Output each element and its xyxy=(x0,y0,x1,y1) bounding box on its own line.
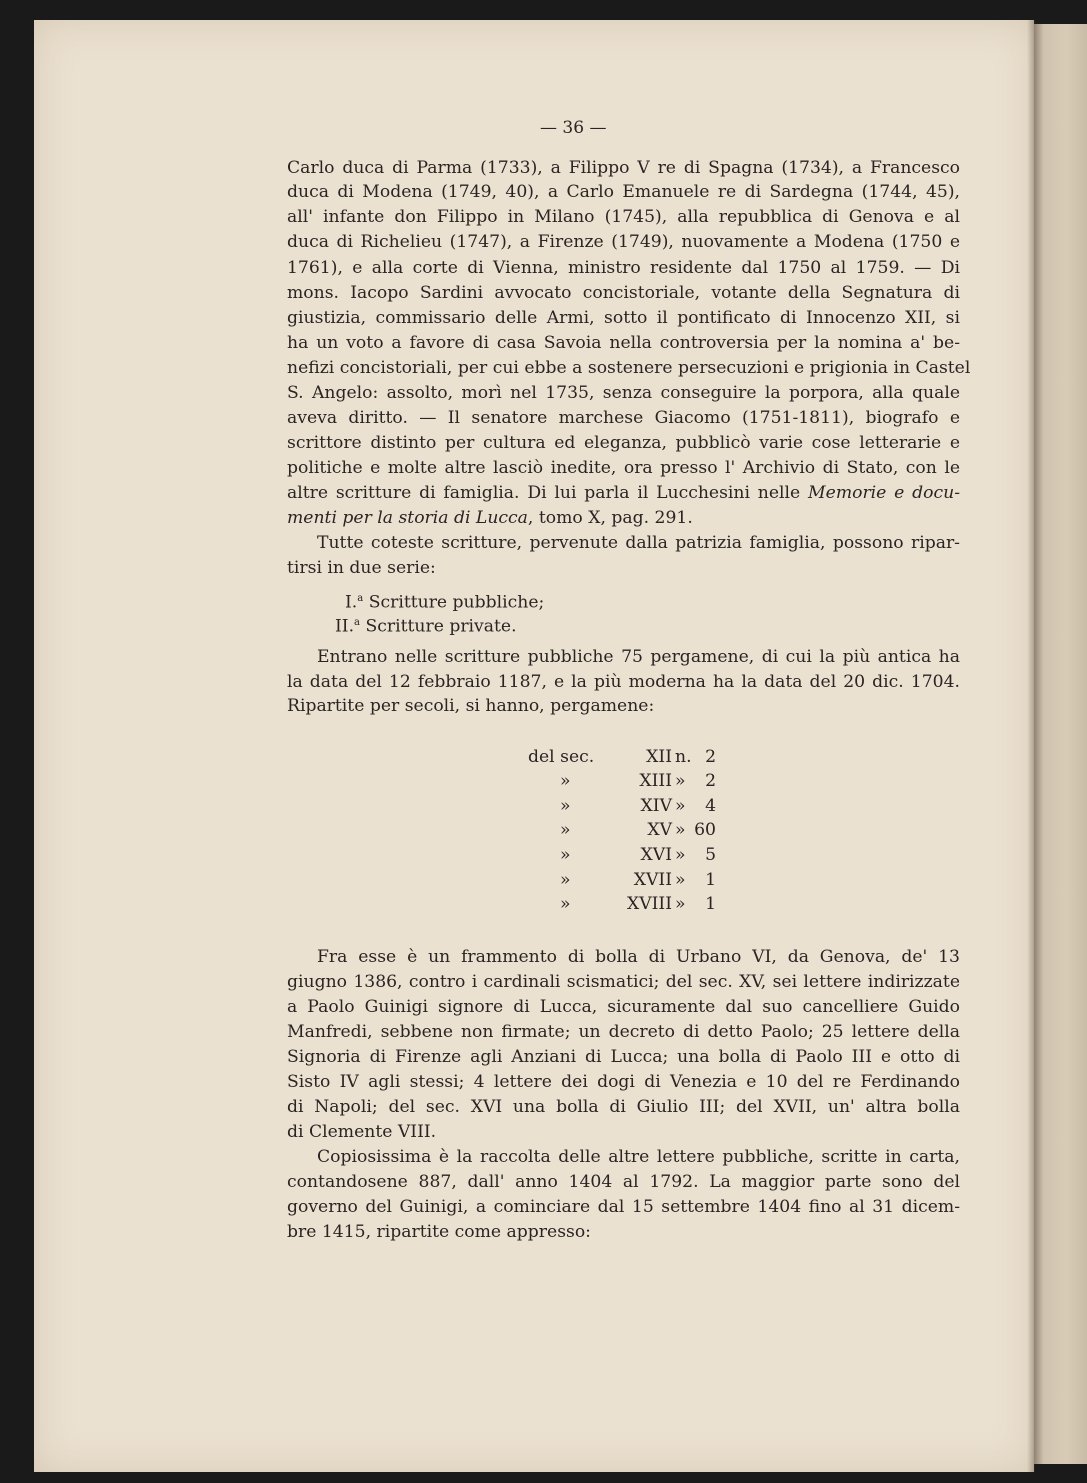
text-line: Sisto IV agli stessi; 4 lettere dei dogi di Venezia e 10 del re Ferdinando xyxy=(287,1072,960,1092)
text-line: nefizi concistoriali, per cui ebbe a sostenere persecuzioni e prigionia in Castel xyxy=(287,358,971,378)
text-line: governo del Guinigi, a cominciare dal 15 settembre 1404 fino al 31 dicem- xyxy=(287,1197,960,1217)
text-line: Carlo duca di Parma (1733), a Filippo V re di Spagna (1734), a Francesco xyxy=(287,158,960,178)
text-line: all' infante don Filippo in Milano (1745), alla repubblica di Genova e al xyxy=(287,207,960,227)
text-line: tirsi in due serie: xyxy=(287,558,436,578)
text-fragment: altre scritture di famiglia. Di lui parla il Lucchesini nelle xyxy=(287,483,801,503)
text-line: S. Angelo: assolto, morì nel 1735, senza conseguire la porpora, alla quale xyxy=(287,383,960,403)
book-title: Memorie e docu- xyxy=(808,483,960,503)
text-line: Copiosissima è la raccolta delle altre lettere pubbliche, scritte in carta, xyxy=(317,1147,960,1167)
text-line: scrittore distinto per cultura ed eleganza, pubblicò varie cose letterarie e xyxy=(287,433,960,453)
text-line: politiche e molte altre lasciò inedite, ora presso l' Archivio di Stato, con le xyxy=(287,458,960,478)
text-line: bre 1415, ripartite come appresso: xyxy=(287,1222,591,1242)
text-line: contandosene 887, dall' anno 1404 al 1792. La maggior parte sono del xyxy=(287,1172,960,1192)
text-line: Ripartite per secoli, si hanno, pergamene: xyxy=(287,696,655,716)
table-row: » XVIII » 1 xyxy=(560,894,716,914)
book-title: menti per la storia di Lucca xyxy=(287,508,528,528)
text-line: giugno 1386, contro i cardinali scismatici; del sec. XV, sei lettere indirizzate xyxy=(287,972,960,992)
text-line: 1761), e alla corte di Vienna, ministro residente dal 1750 al 1759. — Di xyxy=(287,258,960,278)
text-line: di Clemente VIII. xyxy=(287,1122,437,1142)
text-line: duca di Modena (1749, 40), a Carlo Emanuele re di Sardegna (1744, 45), xyxy=(287,182,960,202)
page-number: — 36 — xyxy=(540,118,607,138)
text-line: Signoria di Firenze agli Anziani di Lucca; una bolla di Paolo III e otto di xyxy=(287,1047,960,1067)
series-item: II.$^a$ Scritture private. xyxy=(335,616,517,637)
text-line: giustizia, commissario delle Armi, sotto il pontificato di Innocenzo XII, si xyxy=(287,308,960,328)
text-line: ha un voto a favore di casa Savoia nella controversia per la nomina a' be- xyxy=(287,333,960,353)
text-fragment: , tomo X, pag. 291. xyxy=(527,508,693,528)
text-line: Fra esse è un frammento di bolla di Urbano VI, da Genova, de' 13 xyxy=(317,947,960,967)
text-line: duca di Richelieu (1747), a Firenze (1749), nuovamente a Modena (1750 e xyxy=(287,232,960,252)
text-line xyxy=(287,481,960,505)
table-row: » XIV » 4 xyxy=(560,796,716,816)
facing-page-edge xyxy=(1034,24,1087,1464)
text-line: mons. Iacopo Sardini avvocato concistoriale, votante della Segnatura di xyxy=(287,283,960,303)
table-row: » XVII » 1 xyxy=(560,870,716,890)
table-row: » XIII » 2 xyxy=(560,771,716,791)
text-line: Tutte coteste scritture, pervenute dalla patrizia famiglia, possono ripar- xyxy=(317,533,960,553)
text-line: di Napoli; del sec. XVI una bolla di Giulio III; del XVII, un' altra bolla xyxy=(287,1097,960,1117)
series-item: I.$^a$ Scritture pubbliche; xyxy=(345,592,545,613)
text-line: la data del 12 febbraio 1187, e la più moderna ha la data del 20 dic. 1704. xyxy=(287,672,960,692)
text-line: a Paolo Guinigi signore di Lucca, sicuramente dal suo cancelliere Guido xyxy=(287,997,960,1017)
text-line: aveva diritto. — Il senatore marchese Giacomo (1751-1811), biografo e xyxy=(287,408,960,428)
text-line: Entrano nelle scritture pubbliche 75 pergamene, di cui la più antica ha xyxy=(317,647,960,667)
table-row: » XVI » 5 xyxy=(560,845,716,865)
table-row: del sec. XII n. 2 xyxy=(528,747,716,767)
text-line: Manfredi, sebbene non firmate; un decreto di detto Paolo; 25 lettere della xyxy=(287,1022,960,1042)
table-row: » XV » 60 xyxy=(560,820,716,840)
text-line xyxy=(287,506,960,530)
